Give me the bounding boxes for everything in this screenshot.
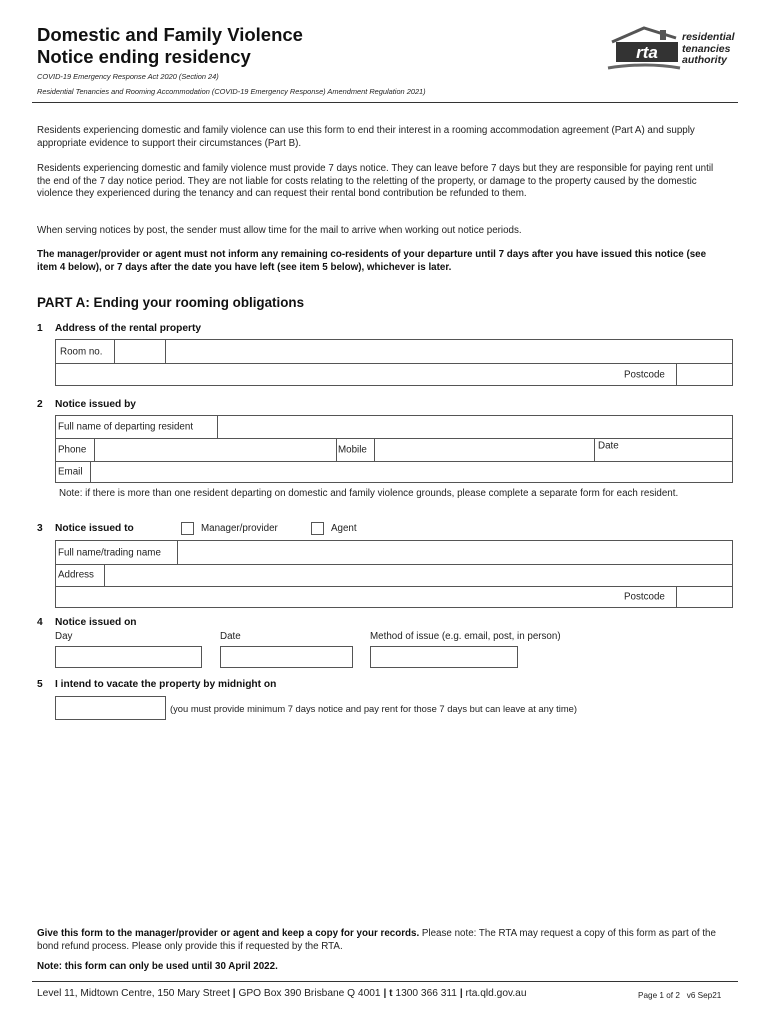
q3-postcode-input[interactable] — [677, 587, 732, 607]
trading-name-input[interactable] — [178, 542, 732, 563]
trading-name-label: Full name/trading name — [58, 547, 161, 558]
form-title — [37, 24, 303, 68]
logo-mark: rta — [636, 43, 658, 62]
q3-number: 3 — [37, 523, 43, 534]
q4-number: 4 — [37, 617, 43, 628]
footer-phone-label: t — [389, 988, 393, 999]
logo-line-2: tenancies — [682, 42, 731, 55]
email-label: Email — [58, 466, 83, 478]
q3-address-line-2-input[interactable] — [57, 587, 620, 607]
footer-website: rta.qld.gov.au — [465, 988, 527, 999]
subtitle-regulation: Residential Tenancies and Rooming Accommodation (COVID-19 Emergency Response) Amendment Regulation 2021) — [37, 87, 426, 96]
q4-method-label: Method of issue (e.g. email, post, in person) — [370, 631, 561, 642]
q3-address-input[interactable] — [105, 565, 732, 585]
footer-sep-2: | — [383, 988, 387, 999]
q3-postcode-row — [56, 586, 734, 608]
form-version: v6 Sep21 — [686, 991, 722, 1000]
q3-label: Notice issued to — [55, 523, 134, 534]
q1-room-row — [56, 340, 734, 363]
address-line-1-input[interactable] — [166, 341, 732, 362]
q5-label: I intend to vacate the property by midnight on — [55, 679, 277, 690]
footer-contact — [37, 988, 527, 999]
footer-po-box: GPO Box 390 Brisbane Q 4001 — [238, 988, 381, 999]
q4-day-label: Day — [55, 631, 73, 642]
q3-recipient-box — [55, 540, 733, 608]
q4-date-input[interactable] — [220, 646, 353, 668]
title-line-2: Notice ending residency — [37, 46, 251, 67]
q3-address-row — [56, 564, 734, 586]
logo-line-3: authority — [682, 54, 727, 66]
header-divider — [32, 102, 738, 103]
part-a-title: PART A: Ending your rooming obligations — [37, 295, 305, 310]
room-no-label: Room no. — [60, 346, 103, 357]
subtitle-act: COVID-19 Emergency Response Act 2020 (Section 24) — [37, 72, 219, 81]
q2-name-row — [56, 416, 734, 438]
footer-sep-3: | — [459, 988, 463, 999]
agent-label: Agent — [331, 523, 357, 534]
q2-note: Note: if there is more than one resident departing on domestic and family violence grounds, please complete a separate form for each resident. — [59, 488, 679, 499]
logo-wordmark — [682, 32, 735, 67]
q5-hint: (you must provide minimum 7 days notice and pay rent for those 7 days but can leave at any time) — [170, 703, 577, 714]
q4-date-label: Date — [220, 631, 241, 642]
q2-number: 2 — [37, 399, 43, 410]
give-form-bold: Give this form to the manager/provider or agent and keep a copy for your records. — [37, 928, 420, 939]
q1-postcode-input[interactable] — [677, 364, 732, 384]
q5-vacate-date-input[interactable] — [55, 696, 166, 720]
full-name-label: Full name of departing resident — [58, 421, 194, 433]
room-no-input[interactable] — [115, 341, 165, 362]
intro-paragraph-2: Residents experiencing domestic and family violence must provide 7 days notice. They can leave before 7 days but they are responsible for paying rent until the end of the 7 day notice period. They are not liable for costs relating to the reletting of the property, or damage to the property caused by the domestic violence they experienced during the tenancy and can request their rental bond contribution be refunded to them. — [37, 163, 714, 200]
manager-provider-label: Manager/provider — [201, 523, 278, 534]
page-info — [638, 991, 721, 1000]
q2-phone-row — [56, 438, 734, 461]
phone-input[interactable] — [95, 439, 335, 460]
q1-address-box — [55, 339, 733, 386]
address-line-2-input[interactable] — [57, 364, 620, 384]
mobile-input[interactable] — [375, 439, 593, 460]
q1-label: Address of the rental property — [55, 323, 202, 334]
email-input[interactable] — [91, 462, 732, 482]
q4-method-input[interactable] — [370, 646, 518, 668]
q1-postcode-row — [56, 363, 734, 386]
q3-name-row — [56, 541, 734, 564]
mobile-label: Mobile — [338, 444, 367, 455]
q2-date-input[interactable] — [595, 439, 732, 460]
q2-email-row — [56, 461, 734, 483]
page-number: Page 1 of 2 — [638, 991, 680, 1000]
footer-divider — [32, 981, 738, 982]
phone-label: Phone — [58, 444, 87, 455]
give-form-rest: Please note: The RTA may request a copy of this form as part of the bond refund process. Please only provide this if requested by the RTA. — [37, 928, 716, 952]
intro-paragraph-4: The manager/provider or agent must not inform any remaining co-residents of your departure until 7 days after you have issued this notice (see item 4 below), or 7 days after the date you have left (see item 5 below), whichever is later. — [37, 249, 707, 273]
postcode-label: Postcode — [624, 369, 665, 380]
resident-name-input[interactable] — [218, 417, 732, 437]
q3-postcode-label: Postcode — [624, 591, 665, 603]
footer-address: Level 11, Midtown Centre, 150 Mary Street — [37, 988, 230, 999]
intro-paragraph-3: When serving notices by post, the sender must allow time for the mail to arrive when working out notice periods. — [37, 225, 522, 236]
q2-label: Notice issued by — [55, 399, 136, 410]
give-form-note — [37, 928, 727, 953]
title-line-1: Domestic and Family Violence — [37, 24, 303, 45]
intro-paragraph-1: Residents experiencing domestic and family violence can use this form to end their interest in a rooming accommodation agreement (Part A) and supply appropriate evidence to support their circumstances (Part B). — [37, 125, 695, 149]
q5-number: 5 — [37, 679, 43, 690]
q4-day-input[interactable] — [55, 646, 202, 668]
q1-number: 1 — [37, 323, 43, 334]
q2-details-box — [55, 415, 733, 483]
agent-checkbox[interactable] — [311, 522, 324, 535]
expiry-note: Note: this form can only be used until 30 April 2022. — [37, 961, 278, 972]
q4-label: Notice issued on — [55, 617, 137, 628]
q3-address-label: Address — [58, 569, 94, 581]
logo-line-1: residential — [682, 31, 735, 43]
manager-provider-checkbox[interactable] — [181, 522, 194, 535]
footer-phone: 1300 366 311 — [395, 988, 457, 999]
q2-date-label: Date — [598, 440, 619, 452]
footer-sep-1: | — [232, 988, 236, 999]
